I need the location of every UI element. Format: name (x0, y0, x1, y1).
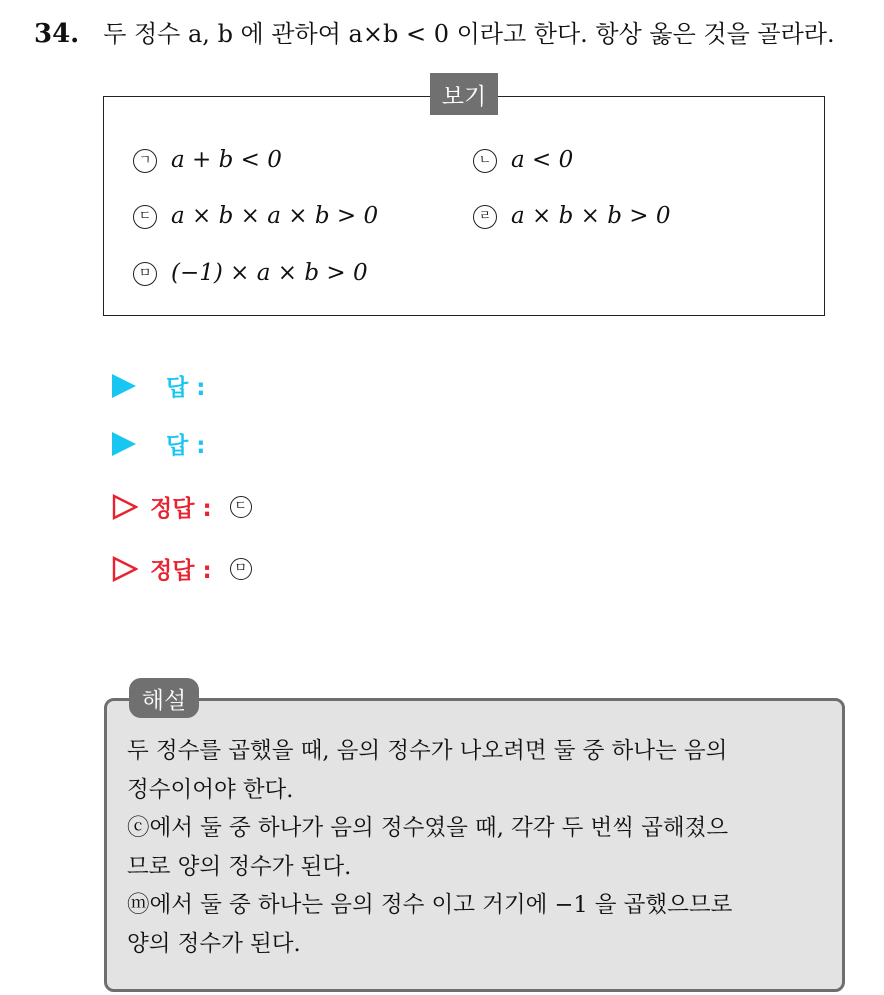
answer-label: 답 : (166, 433, 206, 459)
explanation-line: ⓜ에서 둘 중 하나는 음의 정수 이고 거기에 −1 을 곱했으므로 (127, 892, 733, 918)
choice-expression: a × b × a × b > 0 (171, 203, 379, 229)
question-number: 34. (34, 19, 80, 49)
explanation-line: 므로 양의 정수가 된다. (127, 853, 352, 880)
answer-row-correct (112, 490, 252, 523)
bogi-label: 보기 (430, 73, 498, 115)
answer-row-blank (112, 369, 205, 402)
explanation-line: ⓒ에서 둘 중 하나가 음의 정수였을 때, 각각 두 번씩 곱해졌으 (127, 815, 729, 841)
question-header (34, 14, 835, 49)
choice-expression: (−1) × a × b > 0 (171, 260, 368, 286)
explanation-label: 해설 (129, 678, 199, 718)
answer-label: 답 : (166, 375, 206, 401)
choice-expression: a < 0 (511, 147, 574, 173)
choice-nieun (473, 147, 573, 173)
correct-answer-label: 정답 : (150, 496, 212, 522)
choice-marker: ㄴ (473, 149, 497, 173)
answer-row-blank (112, 427, 205, 460)
choice-marker: ㅁ (133, 262, 157, 286)
choice-marker: ㄷ (133, 205, 157, 229)
choice-marker: ㄹ (473, 205, 497, 229)
outline-triangle-icon (112, 494, 138, 520)
question-text: 두 정수 a, b 에 관하여 a×b < 0 이라고 한다. 항상 옳은 것을 골라라. (103, 20, 835, 48)
correct-answer-label: 정답 : (150, 558, 212, 584)
explanation-line: 두 정수를 곱했을 때, 음의 정수가 나오려면 둘 중 하나는 음의 (127, 738, 728, 764)
play-triangle-icon (112, 374, 136, 398)
choice-expression: a × b × b > 0 (511, 203, 671, 229)
choice-rieul (473, 203, 670, 229)
choice-expression: a + b < 0 (171, 147, 282, 173)
explanation-line: 정수이어야 한다. (127, 776, 294, 803)
play-triangle-icon (112, 432, 136, 456)
explanation-text (127, 732, 827, 963)
choice-digeut (133, 203, 378, 229)
answer-row-correct (112, 552, 252, 585)
correct-answer-value: ㄷ (230, 496, 252, 518)
choice-marker: ㄱ (133, 149, 157, 173)
correct-answer-value: ㅁ (230, 558, 252, 580)
explanation-line: 양의 정수가 된다. (127, 930, 301, 957)
choice-giyeok (133, 147, 282, 173)
outline-triangle-icon (112, 556, 138, 582)
choice-mieum (133, 260, 368, 286)
